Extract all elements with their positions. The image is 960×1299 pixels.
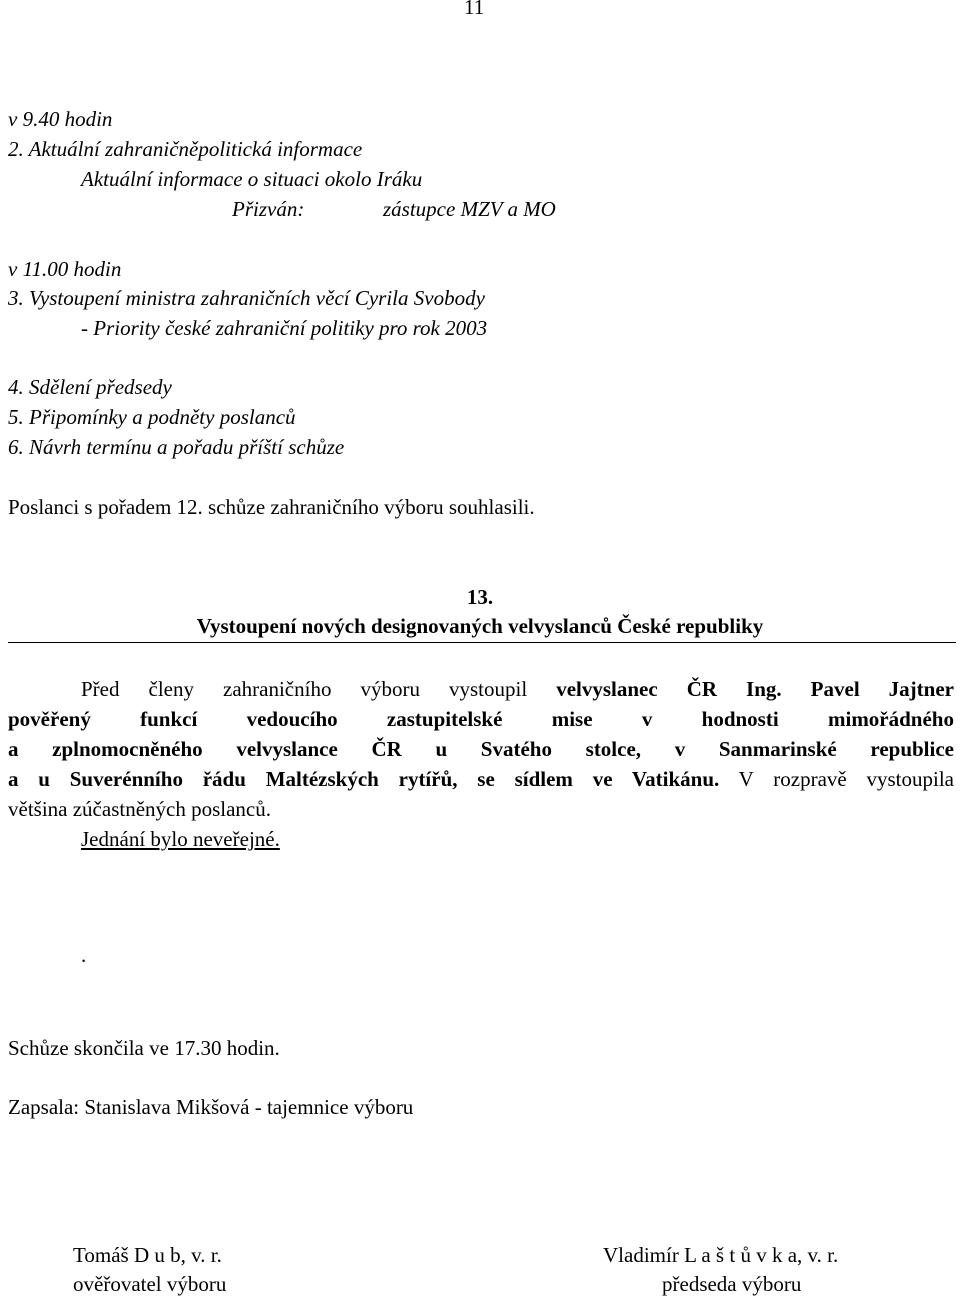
agenda-item-2: 2. Aktuální zahraničněpolitická informace	[8, 137, 363, 161]
section-title: Vystoupení nových designovaných velvyslanců České republiky	[196, 614, 764, 638]
signature-right-name: Vladimír L a š t ů v k a, v. r.	[603, 1243, 839, 1267]
agenda-item-2-sub: Aktuální informace o situaci okolo Iráku	[81, 167, 423, 191]
signature-left-name: Tomáš D u b, v. r.	[73, 1243, 222, 1267]
end-text: Schůze skončila ve 17.30 hodin.	[8, 1036, 280, 1060]
paragraph-line-4-bold: a u Suverénního řádu Maltézských rytířů, se sídlem ve Vatikánu.	[8, 767, 720, 791]
agenda-item-5: 5. Připomínky a podněty poslanců	[8, 405, 296, 429]
paragraph-line-1-plain: Před členy zahraničního výboru vystoupil	[81, 677, 557, 701]
page-number: 11	[464, 0, 485, 19]
invited-label: Přizván:	[232, 197, 305, 221]
paragraph-line-4-plain: V rozpravě vystoupila	[719, 767, 954, 791]
recorder-text: Zapsala: Stanislava Mikšová - tajemnice výboru	[8, 1095, 414, 1119]
agenda-item-6: 6. Návrh termínu a pořadu příští schůze	[8, 435, 345, 459]
agenda-time-2: v 11.00 hodin	[8, 257, 122, 281]
section-number: 13.	[466, 585, 494, 609]
approval-text: Poslanci s pořadem 12. schůze zahraničního výboru souhlasili.	[8, 495, 535, 519]
invited-value: zástupce MZV a MO	[383, 197, 556, 221]
section-divider	[8, 642, 956, 643]
closed-meeting-note: Jednání bylo neveřejné.	[81, 827, 280, 851]
paragraph-line-1-bold: velvyslanec ČR Ing. Pavel Jajtner	[556, 677, 954, 701]
paragraph-line-2: pověřený funkcí vedoucího zastupitelské mise v hodnosti mimořádného	[8, 707, 954, 731]
signature-right-role: předseda výboru	[662, 1272, 802, 1296]
agenda-item-4: 4. Sdělení předsedy	[8, 375, 172, 399]
agenda-time-1: v 9.40 hodin	[8, 107, 113, 131]
signature-left-role: ověřovatel výboru	[73, 1272, 227, 1296]
agenda-item-3-sub: - Priority české zahraniční politiky pro rok 2003	[81, 316, 488, 340]
paragraph-line-1	[81, 676, 954, 702]
dot: .	[81, 943, 87, 967]
agenda-item-3: 3. Vystoupení ministra zahraničních věcí Cyrila Svobody	[8, 286, 485, 310]
paragraph-line-5: většina zúčastněných poslanců.	[8, 797, 271, 821]
paragraph-line-4	[8, 766, 954, 792]
paragraph-line-3: a zplnomocněného velvyslance ČR u Svatého stolce, v Sanmarinské republice	[8, 737, 954, 761]
